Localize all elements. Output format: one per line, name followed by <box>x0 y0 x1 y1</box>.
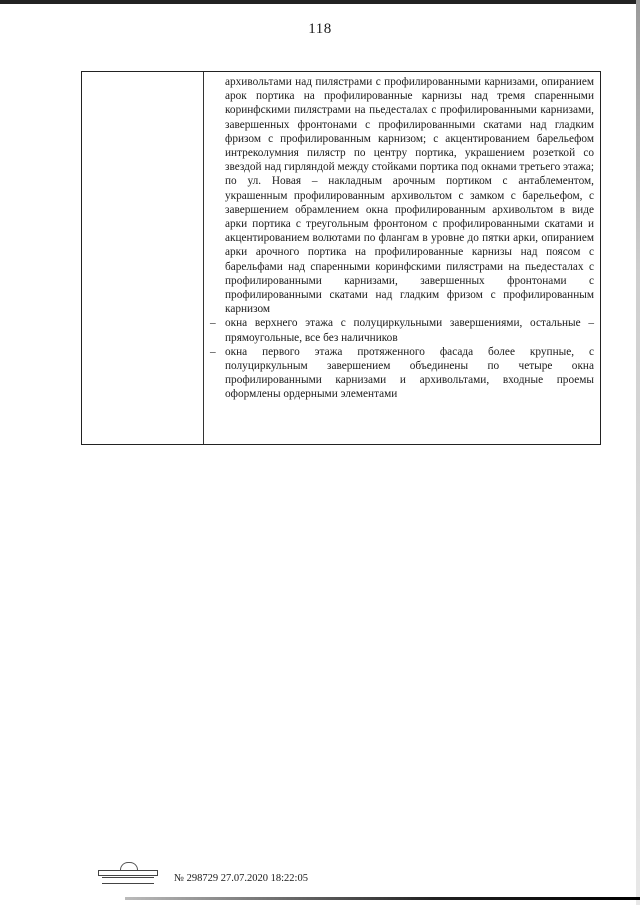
scan-top-edge <box>0 0 640 4</box>
list-item <box>210 345 594 402</box>
scan-bottom-edge <box>125 897 640 900</box>
page-number: 118 <box>308 21 332 37</box>
description-table <box>81 71 601 445</box>
facade-description-paragraph: архивольтами над пилястрами с профилированными карнизами, опиранием арок портика на профилированные карнизы над тремя спаренными коринфскими пилястрами на пьедесталах с профилированными карнизами, завершенных фронтонами с профилированными скатами над гладким фризом с профилированным карнизом; с акцентированием барельефом интреколумния пилястр по центру портика, украшением розеткой со звездой над гирляндой между стойками портика под окнами третьего этажа; по ул. Новая – накладным арочным портиком с антаблементом, украшенным профилированным архивольтом с замком с барельефом, с завершением обрамлением окна профилированным архивольтом в виде арки портика с треугольным фронтоном с профилированными скатами и акцентированием волютами по флангам в уровне до пятки арки, опиранием арки арочного портика на профилированные карнизы над поясом с барельфами над спаренными коринфскими пилястрами на пьедесталах с профилированными карнизами, завершенных фронтонами с профилированными скатами над гладким фризом с профилированным карнизом <box>225 76 594 316</box>
list-item-text: окна первого этажа протяженного фасада более крупные, с полуциркульным завершением объединены по четыре окна профилированными карнизами и архивольтами, входные проемы оформлены ордерными элементами <box>225 345 594 401</box>
dash-marker: – <box>210 317 216 330</box>
table-left-cell <box>82 72 204 444</box>
table-right-cell <box>204 72 600 444</box>
footer <box>98 862 308 884</box>
government-stamp-icon <box>98 862 158 884</box>
list-item <box>210 316 594 344</box>
registration-number: № 298729 27.07.2020 18:22:05 <box>174 873 308 884</box>
list-item-text: окна верхнего этажа с полуциркульными завершениями, остальные – прямоугольные, все без наличников <box>225 317 594 344</box>
dash-marker: – <box>210 345 216 358</box>
scan-right-edge <box>636 0 640 905</box>
